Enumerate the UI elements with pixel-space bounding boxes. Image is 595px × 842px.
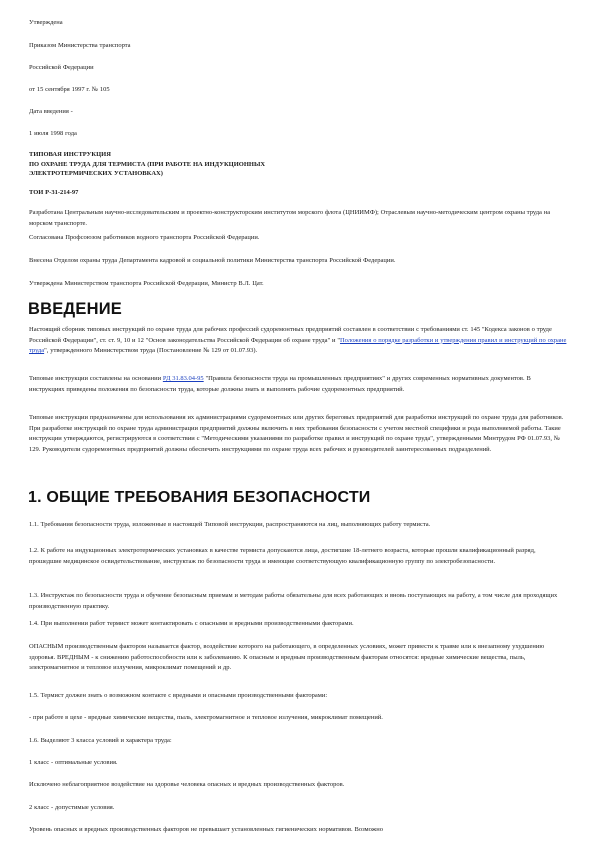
intro-paragraph-3: Типовые инструкции предназначены для использования их администрациями судоремонтных или других береговых предприятий для разработки инструкций по охране труда для работников. При разработке инструкций по охране труда администрации предприятий должны включить в них требования безопасности с учетом местной специфики и рода выполняемой работы. Такие инструкции утверждаются, регистрируются в соответствии с "Методическими указаниями по разработке правил и инструкций по охране труда", утвержденными Минтрудом РФ 01.07.93, № 129. Руководители судоремонтных предприятий должны обеспечить инструкциями по охране труда всех рабочих и руководителей заинтересованных подразделений. (29, 414, 564, 453)
approved-label: Утверждена (29, 19, 63, 26)
item-1-5: 1.5. Термист должен знать о возможном контакте с вредными и опасными производственными факторами: (29, 692, 328, 699)
item-1-3: 1.3. Инструктаж по безопасности труда и обучение безопасным приемам и методам работы обязательны для всех работающих и вновь поступающих на работу, а том числе для проходящих производственную практику. (29, 592, 558, 610)
document-code: ТОИ Р-31-214-97 (29, 189, 79, 196)
class-2: 2 класс - допустимые условия. (29, 804, 115, 811)
item-1-2: 1.2. К работе на индукционных электротермических установках в качестве термиста допускаются лица, достигшие 18-летнего возраста, которые прошли квалификационный разряд, прошедшие медицинское освидетельствование, инструктаж по безопасности труда и имеющие соответствующую квалификационную группу по электробезопасности. (29, 547, 536, 565)
item-workshop: - при работе в цехе - вредные химические вещества, пыль, электромагнитное и тепловое излучения, микроклимат помещений. (29, 714, 383, 721)
title-line-3: ЭЛЕКТРОТЕРМИЧЕСКИХ УСТАНОВКАХ) (29, 170, 163, 177)
item-1-6: 1.6. Выделяют 3 класса условий и характера труда: (29, 737, 172, 744)
intro-date: 1 июля 1998 года (29, 130, 77, 137)
order-line: Приказом Министерства транспорта (29, 42, 131, 49)
agreed-by: Согласована Профсоюзом работников водного транспорта Российской Федерации. (29, 234, 260, 241)
intro-p2-tail: "Правила безопасности труда на промышленных предприятиях" и других современных нормативных документов. В инструкциях приведены положения по безопасности труда, которые должны знать и выполнять рабочие судоремонтных предприятий. (29, 375, 531, 393)
class-1-description: Исключено неблагоприятное воздействие на здоровье человека опасных и вредных производственных факторов. (29, 781, 345, 788)
rd-link[interactable]: РД 31.83.04-95 (162, 375, 204, 382)
approved-by: Утверждена Министерством транспорта Российской Федерации, Министр В.Л. Цат. (29, 280, 264, 287)
intro-heading: ВВЕДЕНИЕ (28, 300, 122, 318)
hazard-definition: ОПАСНЫМ производственным фактором называется фактор, воздействие которого на работающего, в определенных условиях, может привести к травме или к внезапному ухудшению здоровья. ВРЕДНЫМ - к снижению работоспособности или к заболеванию. К опасным и вредным производственным факторам относятся: вредные химические вещества, пыль, электромагнитное и тепловое излучения, микроклимат помещений и др. (29, 643, 545, 671)
item-1-4: 1.4. При выполнении работ термист может контактировать с опасными и вредными производственными факторами. (29, 620, 354, 627)
class-1: 1 класс - оптимальные условия. (29, 759, 118, 766)
intro-paragraph-1 (29, 325, 567, 357)
title-line-1: ТИПОВАЯ ИНСТРУКЦИЯ (29, 151, 111, 158)
introduced-by: Внесена Отделом охраны труда Департамента кадровой и социальной политики Министерства транспорта Российской Федерации. (29, 257, 396, 264)
developed-by: Разработана Центральным научно-исследовательским и проектно-конструкторским институтом морского флота (ЦНИИМФ); Отраслевым научно-методическим центром охраны труда на морском транспорте. (29, 209, 551, 227)
class-2-description: Уровень опасных и вредных производственных факторов не превышает установленных гигиенических нормативов. Возможно (29, 826, 383, 833)
item-1-1: 1.1. Требования безопасности труда, изложенные в настоящей Типовой инструкции, распространяются на лиц, выполняющих работу термиста. (29, 521, 431, 528)
intro-p1-text: Настоящий сборник типовых инструкций по охране труда для рабочих профессий судоремонтных предприятий составлен в соответствии с требованиями ст. 145 "Кодекса законов о труде Российской Федерации", ст. ст. 9, 10 и 12 "Основ законодательства Российской Федерации об охране труда" и " (29, 326, 552, 344)
federation-line: Российской Федерации (29, 64, 94, 71)
regulation-link[interactable]: Положения о порядке разработки и утверждения правил и инструкций по охране труда (29, 336, 567, 354)
intro-p2-text: Типовые инструкции составлены на основании (29, 375, 163, 382)
intro-p1-tail: ", утвержденного Министерством труда (Постановление № 129 от 01.07.93). (44, 347, 258, 354)
intro-paragraph-2 (29, 374, 567, 395)
title-line-2: ПО ОХРАНЕ ТРУДА ДЛЯ ТЕРМИСТА (ПРИ РАБОТЕ НА ИНДУКЦИОННЫХ (29, 160, 266, 168)
section-1-heading: 1. ОБЩИЕ ТРЕБОВАНИЯ БЕЗОПАСНОСТИ (28, 489, 371, 506)
order-date-line: от 15 сентября 1997 г. № 105 (29, 86, 110, 93)
document-title (29, 150, 567, 179)
intro-date-label: Дата введения - (29, 108, 73, 115)
